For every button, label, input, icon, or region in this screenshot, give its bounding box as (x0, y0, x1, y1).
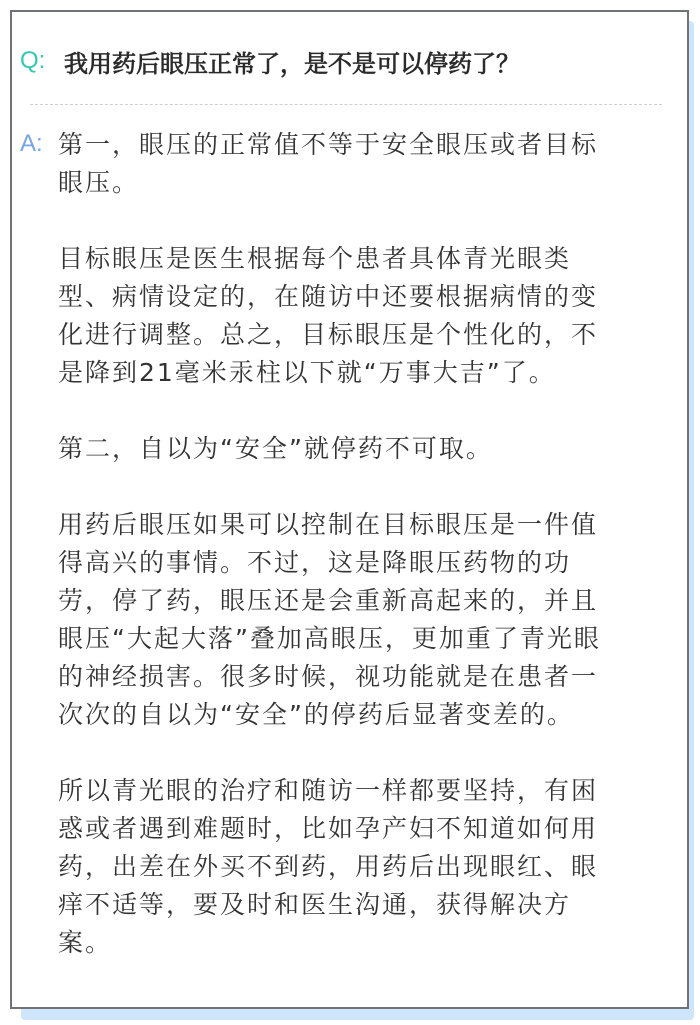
answer-line: 化进行调整。总之，目标眼压是个性化的，不 (58, 320, 599, 349)
answer-line: 的神经损害。很多时候，视功能就是在患者一 (58, 662, 599, 691)
answer-line: 药，出差在外买不到药，用药后出现眼红、眼 (58, 852, 599, 881)
qa-card (10, 10, 689, 1009)
answer-line: 得高兴的事情。不过，这是降眼压药物的功 (58, 548, 572, 577)
answer-line: 第一，眼压的正常值不等于安全眼压或者目标 (58, 130, 599, 159)
answer-marker: A: (20, 130, 43, 157)
question-text: 我用药后眼压正常了，是不是可以停药了？ (64, 50, 520, 78)
answer-paragraph (58, 772, 673, 962)
answer-paragraph (58, 126, 673, 202)
dashed-divider (30, 104, 662, 105)
answer-line: 劳，停了药，眼压还是会重新高起来的，并且 (58, 586, 599, 615)
answer-line: 案。 (58, 928, 113, 957)
answer-paragraph (58, 240, 673, 392)
answer-line: 是降到21毫米汞柱以下就“万事大吉”了。 (58, 358, 556, 387)
answer-line: 用药后眼压如果可以控制在目标眼压是一件值 (58, 510, 599, 539)
answer-line: 惑或者遇到难题时，比如孕产妇不知道如何用 (58, 814, 599, 843)
answer-line: 眼压。 (58, 168, 140, 197)
answer-paragraph (58, 430, 673, 468)
question-marker: Q: (20, 47, 46, 74)
answer-line: 所以青光眼的治疗和随访一样都要坚持，有困 (58, 776, 599, 805)
answer-line: 型、病情设定的，在随访中还要根据病情的变 (58, 282, 599, 311)
answer-body (58, 126, 673, 1000)
answer-paragraph (58, 506, 673, 734)
answer-line: 眼压“大起大落”叠加高眼压，更加重了青光眼 (58, 624, 601, 653)
answer-line: 目标眼压是医生根据每个患者具体青光眼类 (58, 244, 572, 273)
answer-line: 第二，自以为“安全”就停药不可取。 (58, 434, 493, 463)
answer-line: 痒不适等，要及时和医生沟通，获得解决方 (58, 890, 572, 919)
answer-line: 次次的自以为“安全”的停药后显著变差的。 (58, 700, 574, 729)
